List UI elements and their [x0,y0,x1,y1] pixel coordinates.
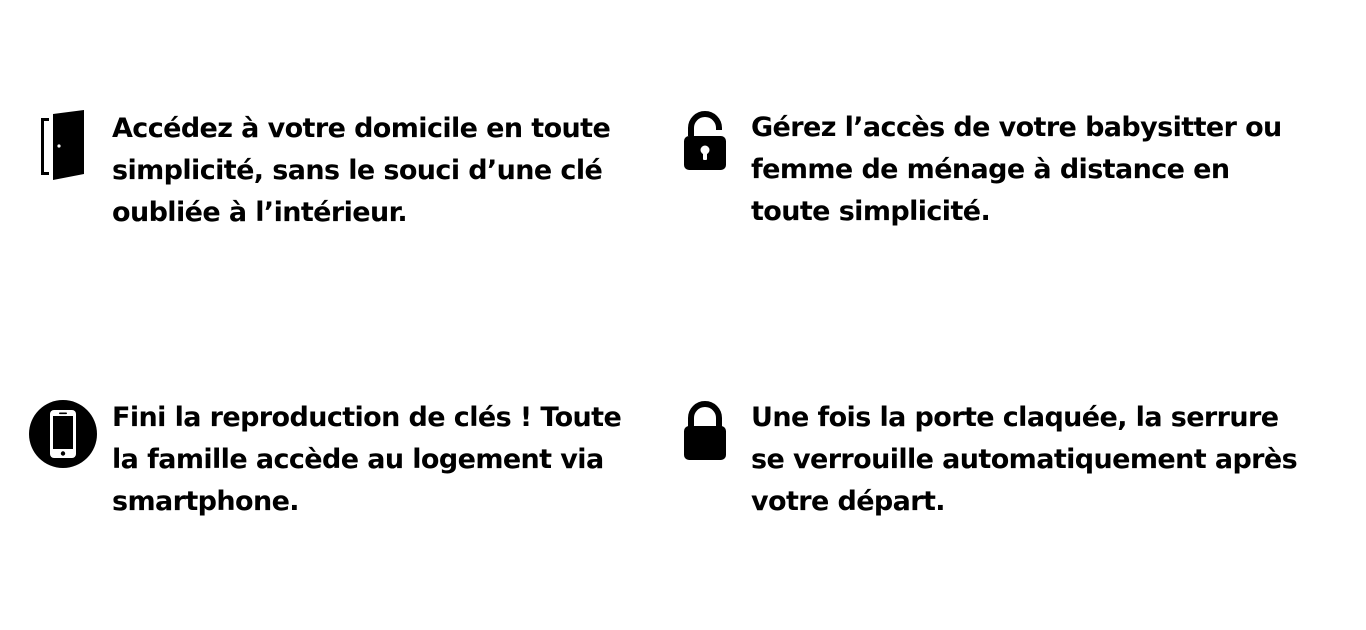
unlocked-padlock-icon [683,110,727,170]
locked-padlock-icon [683,400,727,460]
feature-door-access [0,108,620,238]
smartphone-circle-icon [29,400,97,468]
feature-text-remote: Gérez l’accès de votre babysitter ou femme de ménage à distance en toute simplicité. [751,112,1282,227]
feature-smartphone-access [0,397,620,527]
feature-text-auto-lock: Une fois la porte claquée, la serrure se verrouille automatiquement après votre départ. [751,402,1298,517]
feature-remote-access [640,107,1282,237]
feature-text-door: Accédez à votre domicile en toute simplicité, sans le souci d’une clé oubliée à l’intérieur. [112,113,611,228]
feature-text-smartphone: Fini la reproduction de clés ! Toute la famille accède au logement via smartphone. [112,402,622,517]
door-icon [41,110,85,180]
feature-auto-lock [640,397,1298,527]
